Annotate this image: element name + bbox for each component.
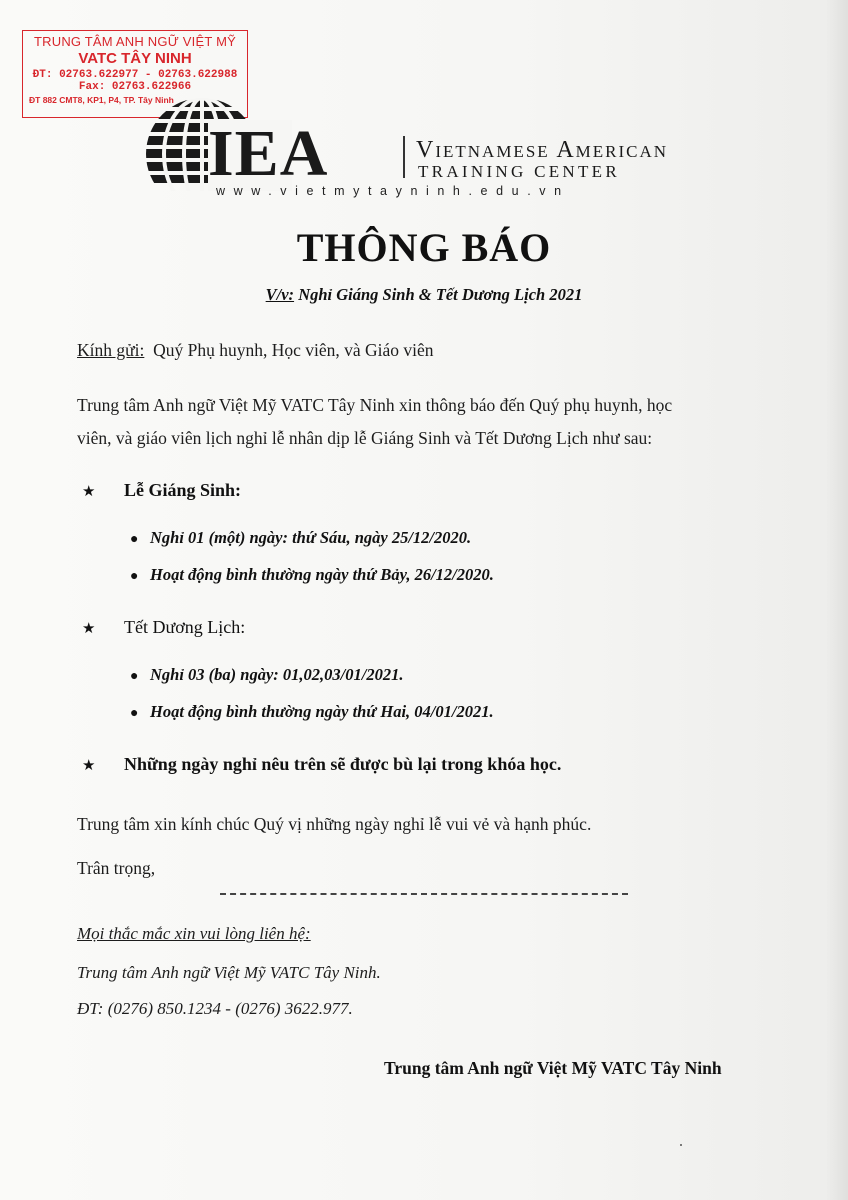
bullet-icon: ● [130, 569, 139, 584]
logo-name-line-2: TRAINING CENTER [418, 162, 621, 181]
list-item [130, 702, 494, 722]
recipients-label: Kính gửi: [77, 340, 145, 360]
closing-text: Trân trọng, [77, 858, 156, 878]
section-heading-text: Lễ Giáng Sinh: [124, 480, 242, 500]
list-item-text: Hoạt động bình thường ngày thứ Hai, 04/01/2021. [150, 702, 494, 721]
list-item-text: Nghỉ 01 (một) ngày: thứ Sáu, ngày 25/12/2020. [150, 528, 472, 547]
stamp-line-2: VATC TÂY NINH [78, 50, 192, 67]
list-item-text: Nghỉ 03 (ba) ngày: 01,02,03/01/2021. [150, 665, 404, 684]
wishes-text: Trung tâm xin kính chúc Quý vị những ngày nghỉ lễ vui vẻ và hạnh phúc. [77, 814, 592, 834]
star-icon: ★ [82, 482, 96, 500]
makeup-note [82, 754, 561, 775]
bullet-icon: ● [130, 532, 139, 547]
list-item-text: Hoạt động bình thường ngày thứ Bảy, 26/12/2020. [150, 565, 494, 584]
stamp-fax: Fax: 02763.622966 [78, 81, 192, 93]
logo-name-line-1: Vietnamese American [416, 137, 669, 163]
intro-line-2: viên, và giáo viên lịch nghỉ lễ nhân dịp lễ Giáng Sinh và Tết Dương Lịch như sau: [77, 428, 653, 448]
recipients-text: Quý Phụ huynh, Học viên, và Giáo viên [153, 340, 434, 360]
stamp-line-1: TRUNG TÂM ANH NGỮ VIỆT MỸ [34, 34, 236, 49]
subject-prefix: V/v: [265, 285, 295, 304]
intro-line-1: Trung tâm Anh ngữ Việt Mỹ VATC Tây Ninh xin thông báo đến Quý phụ huynh, học [77, 395, 673, 415]
section-new-year-heading [82, 617, 245, 638]
list-item [130, 665, 403, 685]
scan-speck [680, 1144, 682, 1146]
star-icon: ★ [82, 756, 96, 774]
contact-org: Trung tâm Anh ngữ Việt Mỹ VATC Tây Ninh. [77, 963, 381, 982]
notice-subject [0, 285, 848, 305]
list-item [130, 565, 494, 585]
bullet-icon: ● [130, 669, 139, 684]
section-heading-text: Tết Dương Lịch: [124, 617, 246, 637]
contact-phones: ĐT: (0276) 850.1234 - (0276) 3622.977. [77, 999, 353, 1018]
stamp-address: ĐT 882 CMT8, KP1, P4, TP. Tây Ninh [29, 95, 174, 105]
logo-website: www.vietmytayninh.edu.vn [216, 184, 570, 198]
page-edge-shadow [826, 0, 848, 1200]
contact-heading: Mọi thắc mắc xin vui lòng liên hệ: [77, 924, 311, 943]
section-christmas-heading [82, 480, 241, 501]
list-item [130, 528, 471, 548]
logo-divider [403, 136, 405, 178]
separator-dashed-line [220, 893, 628, 895]
makeup-note-text: Những ngày nghỉ nêu trên sẽ được bù lại trong khóa học. [124, 754, 562, 774]
signature-org: Trung tâm Anh ngữ Việt Mỹ VATC Tây Ninh [384, 1058, 722, 1078]
subject-text: Nghỉ Giáng Sinh & Tết Dương Lịch 2021 [294, 285, 583, 304]
notice-title: THÔNG BÁO [296, 225, 552, 270]
star-icon: ★ [82, 619, 96, 637]
bullet-icon: ● [130, 706, 139, 721]
logo-mark: IEA [208, 117, 329, 190]
recipients-line [77, 340, 434, 361]
stamp-phone: ĐT: 02763.622977 - 02763.622988 [32, 69, 238, 81]
